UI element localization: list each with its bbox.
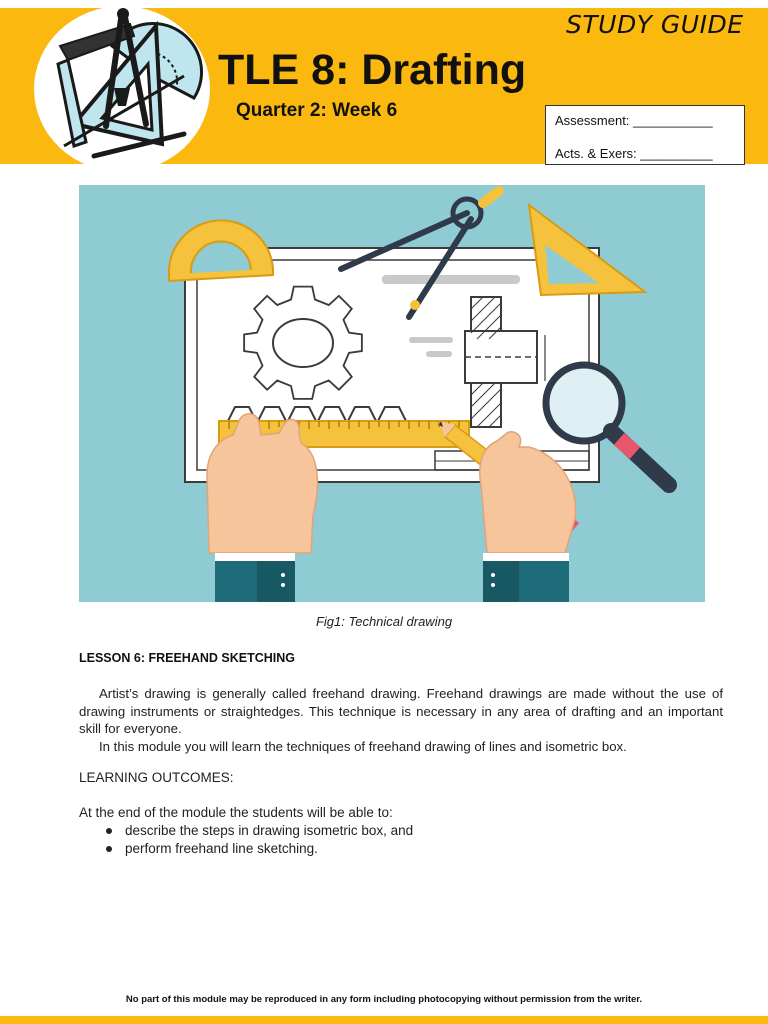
list-item: describe the steps in drawing isometric box, and xyxy=(104,822,413,840)
outcomes-list xyxy=(104,822,413,858)
assessment-field: Assessment: ___________ xyxy=(555,113,713,128)
acts-exers-field: Acts. & Exers: __________ xyxy=(555,146,713,161)
copyright-notice: No part of this module may be reproduced in any form including photocopying without permission from the writer. xyxy=(125,994,643,1005)
lesson-paragraph-2: In this module you will learn the techniques of freehand drawing of lines and isometric box. xyxy=(99,739,627,754)
figure-caption: Fig1: Technical drawing xyxy=(315,614,453,629)
learning-outcomes-heading: LEARNING OUTCOMES: xyxy=(79,770,234,785)
page-subtitle: Quarter 2: Week 6 xyxy=(236,100,398,121)
page-title: TLE 8: Drafting xyxy=(218,46,527,94)
technical-drawing-illustration xyxy=(79,185,705,602)
lesson-paragraph-1: Artist’s drawing is generally called freehand drawing. Freehand drawings are made without the use of drawing instruments or straightedges. This technique is necessary in any area of drafting and an important skill for everyone. xyxy=(79,686,723,736)
footer-bar xyxy=(0,1016,768,1024)
list-item: perform freehand line sketching. xyxy=(104,840,413,858)
assessment-box xyxy=(545,105,745,165)
outcomes-intro: At the end of the module the students will be able to: xyxy=(79,805,393,820)
lesson-title: LESSON 6: FREEHAND SKETCHING xyxy=(79,651,295,665)
drafting-logo-icon xyxy=(34,6,210,172)
study-guide-label: STUDY GUIDE xyxy=(566,10,744,39)
